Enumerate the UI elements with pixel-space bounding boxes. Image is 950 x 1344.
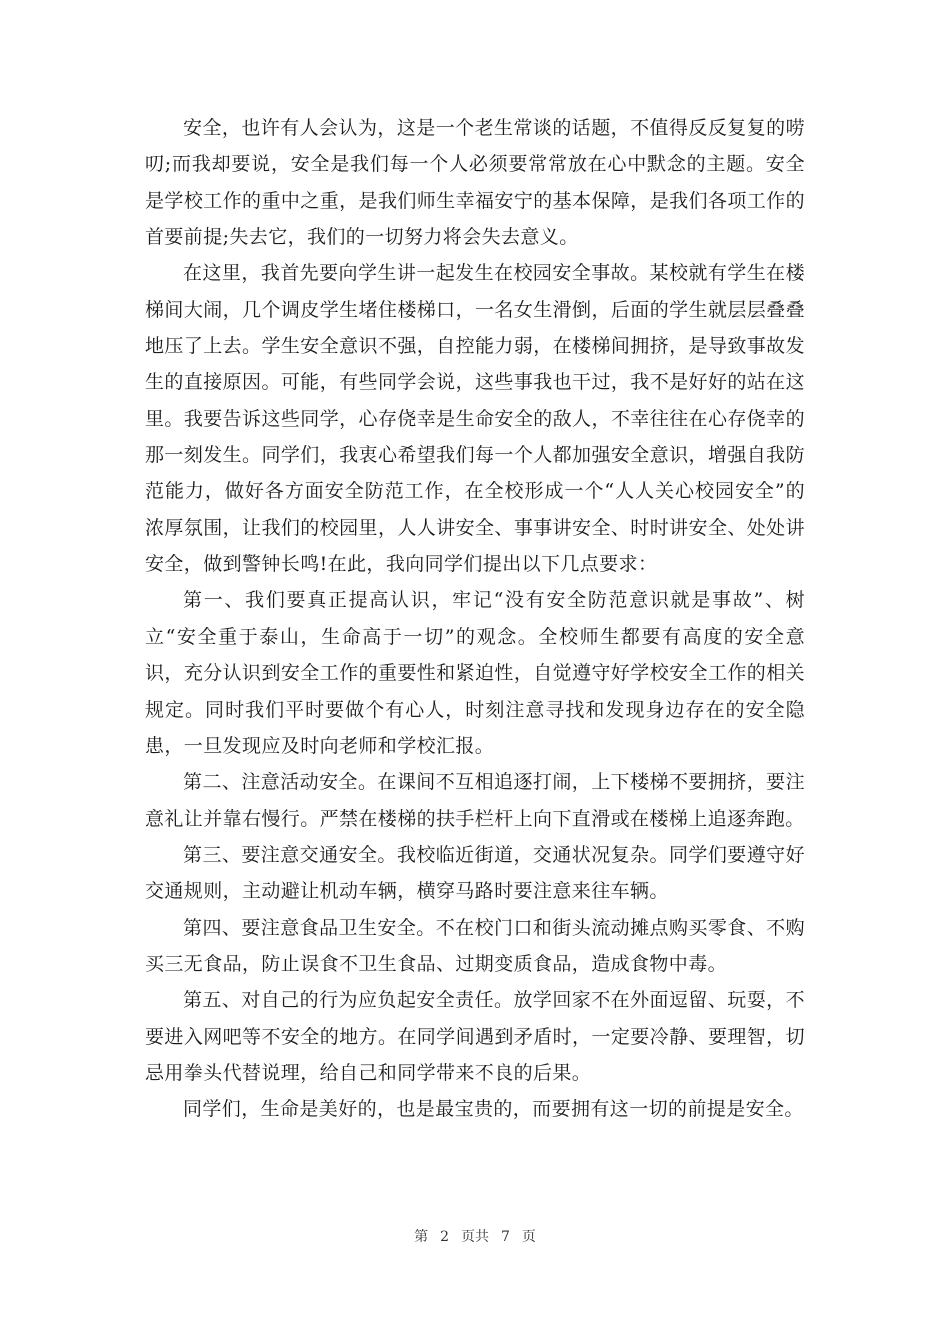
paragraph-intro: 安全，也许有人会认为，这是一个老生常谈的话题，不值得反反复复的唠叨;而我却要说，安全是我们每一个人必须要常常放在心中默念的主题。安全是学校工作的重中之重，是我们师生幸福安宁的基本保障，是我们各项工作的首要前提;失去它，我们的一切努力将会失去意义。 [145,117,805,249]
paragraph-requirement-1: 第一、我们要真正提高认识，牢记“没有安全防范意识就是事故”、树立“安全重于泰山，生命高于一切”的观念。全校师生都要有高度的安全意识，充分认识到安全工作的重要性和紧迫性，自觉遵守好学校安全工作的相关规定。同时我们平时要做个有心人，时刻注意寻找和发现身边存在的安全隐患，一旦发现应及时向老师和学校汇报。 [145,589,805,757]
page-label-middle: 页共 [461,1229,489,1245]
document-body [145,110,805,1128]
paragraph-closing: 同学们，生命是美好的，也是最宝贵的，而要拥有这一切的前提是安全。 [183,1098,804,1121]
paragraph-requirement-3: 第三、要注意交通安全。我校临近街道，交通状况复杂。同学们要遵守好交通规则，主动避让机动车辆，横穿马路时要注意来往车辆。 [145,843,805,903]
paragraph-requirement-5: 第五、对自己的行为应负起安全责任。放学回家不在外面逗留、玩耍，不要进入网吧等不安全的地方。在同学间遇到矛盾时，一定要冷静、要理智，切忌用拳头代替说理，给自己和同学带来不良的后果。 [145,989,805,1084]
page-label-prefix: 第 [414,1229,429,1245]
paragraph-requirement-4: 第四、要注意食品卫生安全。不在校门口和街头流动摊点购买零食、不购买三无食品，防止误食不卫生食品、过期变质食品，造成食物中毒。 [145,916,805,975]
paragraph-incident: 在这里，我首先要向学生讲一起发生在校园安全事故。某校就有学生在楼梯间大闹，几个调皮学生堵住楼梯口，一名女生滑倒，后面的学生就层层叠叠地压了上去。学生安全意识不强，自控能力弱，在楼梯间拥挤，是导致事故发生的直接原因。可能，有些同学会说，这些事我也干过，我不是好好的站在这里。我要告诉这些同学，心存侥幸是生命安全的敌人，不幸往往在心存侥幸的那一刻发生。同学们，我衷心希望我们每一个人都加强安全意识，增强自我防范能力，做好各方面安全防范工作，在全校形成一个“人人关心校园安全”的浓厚氛围，让我们的校园里，人人讲安全、事事讲安全、时时讲安全、处处讲安全，做到警钟长鸣!在此，我向同学们提出以下几点要求： [145,262,805,576]
total-pages-number: 7 [501,1229,510,1245]
page-label-suffix: 页 [521,1229,536,1245]
page-footer [0,1226,950,1246]
paragraph-requirement-2: 第二、注意活动安全。在课间不互相追逐打闹，上下楼梯不要拥挤，要注意礼让并靠右慢行。严禁在楼梯的扶手栏杆上向下直滑或在楼梯上追逐奔跑。 [145,771,805,830]
current-page-number: 2 [440,1229,449,1245]
